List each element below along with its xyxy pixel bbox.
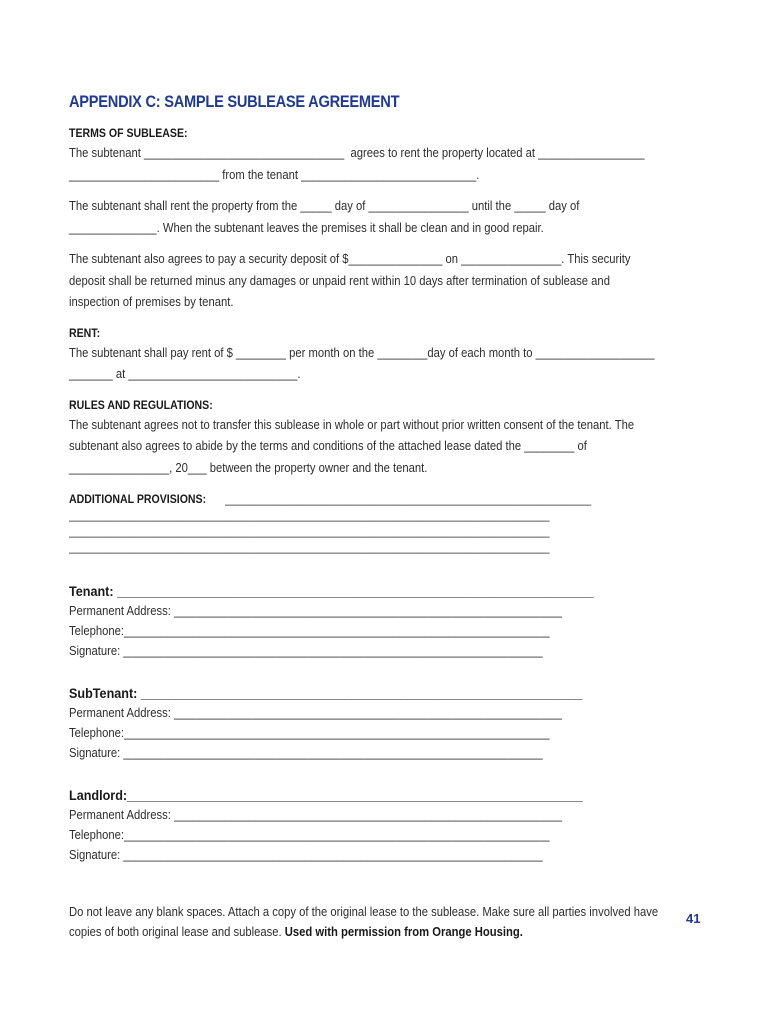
terms-section [69,126,659,314]
subtenant-signature-row [69,743,658,763]
subtenant-address-label: Permanent Address: [69,706,171,720]
tenant-signature-label: Signature: [69,644,121,658]
tenant-address-field[interactable]: ______________________________________________________________ [174,604,563,618]
subtenant-phone-field[interactable]: ____________________________________________________________________ [124,726,550,740]
landlord-address-label: Permanent Address: [69,808,171,822]
footer-note [69,902,659,942]
rent-section [69,326,659,386]
tenant-name-field[interactable]: ____________________________________________________________________ [117,583,594,599]
subtenant-signature-field[interactable]: ___________________________________________________________________ [123,746,543,760]
landlord-signature-row [69,845,658,865]
footer-text: Do not leave any blank spaces. Attach a copy of the original lease to the sublease. Make sure all parties involved have copies of both original lease and sublease. [69,905,659,939]
subtenant-name-row [69,683,658,703]
footer-credit: Used with permission from Orange Housing. [284,925,523,939]
terms-paragraph-1: The subtenant ________________________________ agrees to rent the property located at _________________ ________________________ from the tenant ____________________________. [69,146,648,182]
additional-provisions-row [69,491,659,507]
landlord-phone-label: Telephone: [69,828,125,842]
landlord-name-row [69,785,658,805]
terms-paragraph-3: The subtenant also agrees to pay a security deposit of $_______________ on ________________. This security deposit shall be returned minus any damages or unpaid rent within 10 days after termination of sublease and inspection of premises by tenant. [69,252,634,309]
subtenant-name-field[interactable]: _______________________________________________________________ [140,685,583,701]
landlord-address-field[interactable]: ______________________________________________________________ [174,808,563,822]
rules-heading: RULES AND REGULATIONS: [69,397,213,412]
rules-paragraph: The subtenant agrees not to transfer this sublease in whole or part without prior written consent of the tenant. The subtenant also agrees to abide by the terms and conditions of the attached lease dated the ________ of ________________, 20___ between the property owner and the tenant. [69,417,638,475]
subtenant-signature-label: Signature: [69,746,121,760]
tenant-block [69,581,659,661]
terms-heading: TERMS OF SUBLEASE: [69,126,188,140]
landlord-block [69,785,659,865]
tenant-signature-field[interactable]: ___________________________________________________________________ [123,644,543,658]
tenant-name-row [69,581,658,601]
terms-paragraph-2: The subtenant shall rent the property from the _____ day of ________________ until the _____ day of ______________. When the subtenant leaves the premises it shall be clean and in good repair. [69,199,583,235]
tenant-phone-label: Telephone: [69,624,125,638]
subtenant-label: SubTenant: [69,685,138,701]
landlord-signature-label: Signature: [69,848,121,862]
tenant-phone-field[interactable]: ____________________________________________________________________ [124,624,550,638]
tenant-address-row [69,601,658,621]
document-body [69,92,659,865]
rent-heading: RENT: [69,325,101,340]
page-title: APPENDIX C: SAMPLE SUBLEASE AGREEMENT [69,92,400,111]
landlord-signature-field[interactable]: ___________________________________________________________________ [123,848,543,862]
tenant-signature-row [69,641,658,661]
landlord-phone-row [69,825,658,845]
tenant-phone-row [69,621,658,641]
landlord-address-row [69,805,658,825]
subtenant-phone-row [69,723,658,743]
additional-provisions-heading: ADDITIONAL PROVISIONS: [69,492,207,506]
additional-provisions-line-3[interactable]: ________________________________________________________________________________ [69,524,550,538]
subtenant-phone-label: Telephone: [69,726,125,740]
additional-provisions-line-1[interactable]: _____________________________________________________________ [224,492,592,506]
landlord-label: Landlord: [69,787,128,803]
subtenant-block [69,683,659,763]
page-number: 41 [686,911,701,926]
additional-provisions-line-2[interactable]: ________________________________________________________________________________ [69,508,550,522]
rent-paragraph: The subtenant shall pay rent of $ ________ per month on the ________day of each month to ___________________ _______ at ___________________________. [69,345,658,381]
landlord-phone-field[interactable]: ____________________________________________________________________ [124,828,550,842]
additional-provisions-section [69,491,659,555]
tenant-label: Tenant: [69,583,114,599]
landlord-name-field[interactable]: _________________________________________________________________ [127,787,583,803]
subtenant-address-row [69,703,658,723]
additional-provisions-line-4[interactable]: ________________________________________________________________________________ [69,540,550,554]
rules-section [69,398,659,480]
tenant-address-label: Permanent Address: [69,604,171,618]
subtenant-address-field[interactable]: ______________________________________________________________ [174,706,563,720]
